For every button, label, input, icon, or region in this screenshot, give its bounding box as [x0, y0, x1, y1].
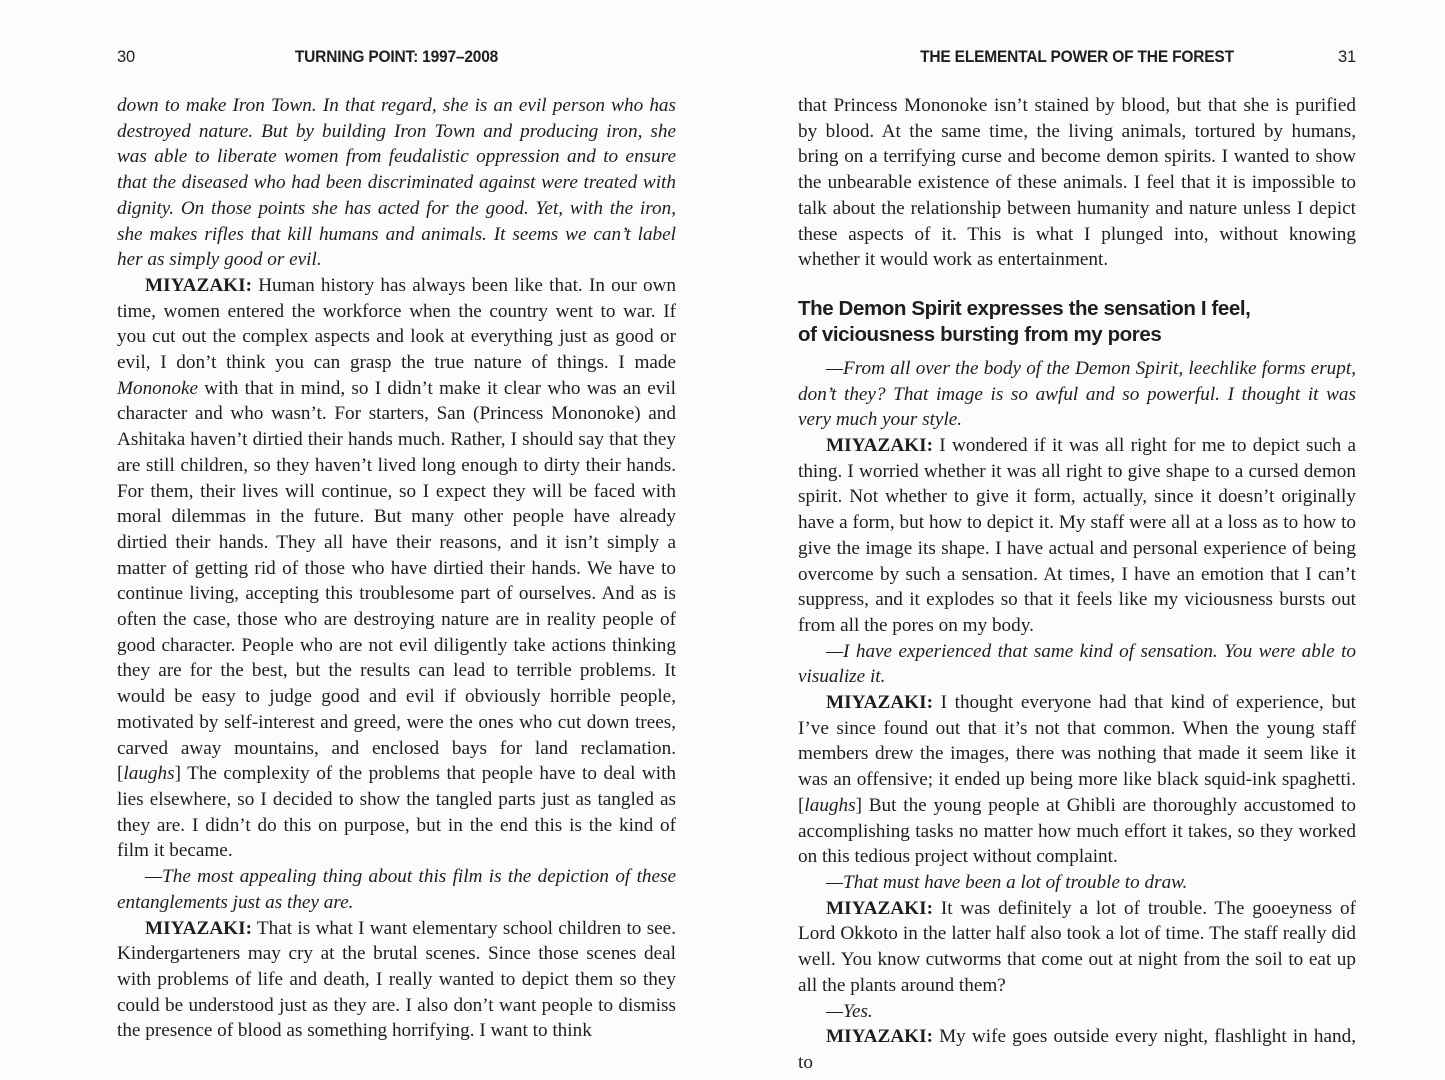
body-paragraph: MIYAZAKI: It was definitely a lot of trouble. The gooeyness of Lord Okkoto in the latter half also took a lot of time. The staff really did well. You know cutworms that come out at night from the soil to eat up all the plants around them? [798, 897, 1356, 996]
page-right [798, 46, 1356, 1080]
body-paragraph: MIYAZAKI: I wondered if it was all right for me to depict such a thing. I worried whether it was all right to give shape to a cursed demon spirit. Not whether to give it form, actually, since it doesn’t originally have a form, but how to depict it. My staff were all at a loss as to how to give the image its shape. I have actual and personal experience of being overcome by such a sensation. At times, I have an emotion that I can’t suppress, and it explodes so that it feels like my viciousness bursts out from all the pores on my body. [798, 435, 1356, 636]
interviewer-question: —That must have been a lot of trouble to draw. [826, 871, 1188, 893]
interviewer-question: —I have experienced that same kind of sensation. You were able to visualize it. [798, 640, 1356, 688]
page-body-right [798, 93, 1356, 1080]
running-head-left [117, 46, 676, 68]
page-number-right: 31 [1338, 48, 1356, 66]
body-paragraph: MIYAZAKI: That is what I want elementary school children to see. Kindergarteners may cry at the brutal scenes. Since those scenes deal with problems of life and death, I really wanted to depict them so they could be understood just as they are. I also don’t want people to dismiss the presence of blood as something horrifying. I want to think [117, 917, 676, 1042]
speaker-label: MIYAZAKI: [826, 435, 933, 457]
speaker-label: MIYAZAKI: [145, 917, 252, 939]
running-head-title-left: TURNING POINT: 1997–2008 [294, 48, 499, 66]
body-paragraph: MIYAZAKI: I thought everyone had that kind of experience, but I’ve since found out that it’s not that common. When the young staff members drew the images, there was nothing that made it seem like it was an offensive; it ended up being more like black squid-ink spaghetti. [laughs] But the young people at Ghibli are thoroughly accustomed to accomplishing tasks no matter how much effort it takes, so they worked on this tedious project without complaint. [798, 692, 1356, 868]
body-paragraph: MIYAZAKI: My wife goes outside every night, flashlight in hand, to [798, 1026, 1356, 1073]
running-head-title-right: THE ELEMENTAL POWER OF THE FOREST [920, 48, 1234, 66]
speaker-label: MIYAZAKI: [826, 692, 933, 714]
speaker-label: MIYAZAKI: [826, 897, 933, 919]
section-heading: The Demon Spirit expresses the sensation I feel, of viciousness bursting from my pores [798, 296, 1251, 347]
body-paragraph: down to make Iron Town. In that regard, she is an evil person who has destroyed nature. But by building Iron Town and producing iron, she was able to liberate women from feudalistic oppression and to ensure that the diseased who had been discriminated against were treated with dignity. On those points she has acted for the good. Yet, with the iron, she makes rifles that kill humans and animals. It seems we can’t label her as simply good or evil. [117, 95, 676, 271]
body-paragraph: that Princess Mononoke isn’t stained by blood, but that she is purified by blood. At the same time, the living animals, tortured by humans, bring on a terrifying curse and become demon spirits. I wanted to show the unbearable existence of these animals. I feel that it is impossible to talk about the relationship between humanity and nature unless I depict these aspects of it. This is what I plunged into, without knowing whether it would work as entertainment. [798, 95, 1356, 271]
interviewer-question: —The most appealing thing about this film is the depiction of these entanglements just as they are. [117, 866, 676, 913]
page-body-left [117, 93, 676, 1080]
speaker-label: MIYAZAKI: [145, 274, 252, 296]
page-number-left: 30 [117, 48, 135, 66]
running-head-right [798, 46, 1356, 68]
body-paragraph: MIYAZAKI: Human history has always been like that. In our own time, women entered the workforce when the country went to war. If you cut out the complex aspects and look at everything just as good or evil, I don’t think you can grasp the true nature of things. I made Mononoke with that in mind, so I didn’t make it clear who was an evil character and who wasn’t. For starters, San (Princess Mononoke) and Ashitaka haven’t dirtied their hands much. Rather, I should say that they are still children, so they haven’t lived long enough to dirty their hands. For them, their lives will continue, so I expect they will be faced with moral dilemmas in the future. But many other people have already dirtied their hands. They all have their reasons, and it isn’t simply a matter of getting rid of those who have dirtied their hands. We have to continue living, accepting this troublesome part of ourselves. And as is often the case, those who are destroying nature are in reality people of good character. People who are not evil diligently take actions thinking they are for the best, but the results can lead to terrible problems. It would be easy to judge good and evil if obviously horrible people, motivated by self-interest and greed, were the ones who cut down trees, carved away mountains, and enclosed bays for land reclamation. [laughs] The complexity of the problems that people have to deal with lies elsewhere, so I decided to show the tangled parts just as tangled as they are. I didn’t do this on purpose, but in the end this is the kind of film it became. [117, 274, 676, 862]
speaker-label: MIYAZAKI: [826, 1026, 933, 1048]
interviewer-question: —Yes. [826, 1000, 873, 1022]
interviewer-question: —From all over the body of the Demon Spirit, leechlike forms erupt, don’t they? That image is so awful and so powerful. I thought it was very much your style. [798, 357, 1356, 431]
page-left [117, 46, 676, 1080]
